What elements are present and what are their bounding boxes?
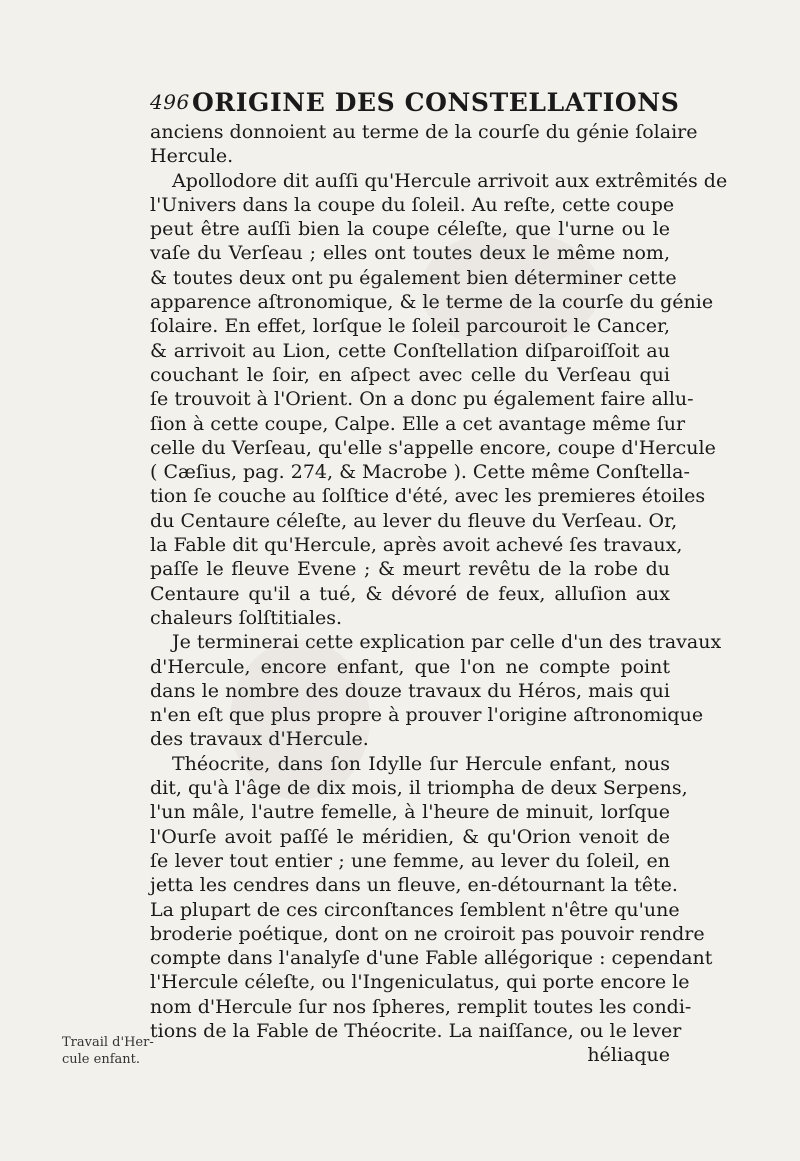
text-line: & arrivoit au Lion, cette Conſtellation diſparoiſſoit au — [150, 339, 670, 362]
text-line: l'Hercule céleſte, ou l'Ingeniculatus, qui porte encore le — [150, 971, 690, 994]
text-line: jetta les cendres dans un fleuve, en-détournant la tête. — [150, 874, 678, 897]
catchword: héliaque — [587, 1044, 670, 1067]
text-line: ſion à cette coupe, Calpe. Elle a cet avantage même ſur — [150, 412, 686, 435]
text-line: La plupart de ces circonſtances ſemblent n'être qu'une — [150, 898, 680, 921]
text-line: broderie poétique, dont on ne croiroit pas pouvoir rendre — [150, 922, 705, 945]
text-line: paſſe le fleuve Evene ; & meurt revêtu de la robe du — [150, 558, 670, 581]
text-line: l'Univers dans la coupe du ſoleil. Au reſte, cette coupe — [150, 193, 675, 216]
text-line: d'Hercule, encore enfant, que l'on ne compte point — [150, 655, 670, 678]
text-line: apparence aſtronomique, & le terme de la courſe du génie — [150, 291, 714, 314]
text-line: couchant le ſoir, en aſpect avec celle du Verſeau qui — [150, 363, 670, 386]
text-line: peut être auſſi bien la coupe céleſte, que l'urne ou le — [150, 218, 670, 241]
text-line: celle du Verſeau, qu'elle s'appelle encore, coupe d'Hercule — [150, 436, 716, 459]
text-line: l'un mâle, l'autre femelle, à l'heure de minuit, lorſque — [150, 801, 670, 824]
text-line: dans le nombre des douze travaux du Héros, mais qui — [150, 679, 670, 702]
text-line: Hercule. — [150, 145, 234, 168]
text-line: ſe trouvoit à l'Orient. On a donc pu également faire allu- — [150, 388, 694, 411]
text-line: dit, qu'à l'âge de dix mois, il triompha de deux Serpens, — [150, 777, 688, 800]
text-line: Centaure qu'il a tué, & dévoré de feux, alluſion aux — [150, 582, 670, 605]
text-line: chaleurs ſolſtitiales. — [150, 606, 343, 629]
text-line: tion ſe couche au ſolſtice d'été, avec les premieres étoiles — [150, 485, 706, 508]
text-line: du Centaure céleſte, au lever du fleuve du Verſeau. Or, — [150, 509, 678, 532]
margin-note — [62, 1034, 154, 1068]
text-line: & toutes deux ont pu également bien déterminer cette — [150, 266, 677, 289]
body-text — [150, 120, 728, 1068]
text-line: nom d'Hercule ſur nos ſpheres, remplit toutes les condi- — [150, 995, 692, 1018]
text-line: anciens donnoient au terme de la courſe du génie ſolaire — [150, 121, 698, 143]
text-line: ſe lever tout entier ; une femme, au lever du ſoleil, en — [150, 849, 670, 872]
text-line: compte dans l'analyſe d'une Fable allégorique : cependant — [150, 947, 713, 970]
text-line: Théocrite, dans ſon Idylle ſur Hercule enfant, nous — [172, 752, 670, 775]
text-line: tions de la Fable de Théocrite. La naiſſance, ou le lever — [150, 1019, 682, 1042]
text-line: Apollodore dit auſſi qu'Hercule arrivoit aux extrêmités de — [172, 169, 728, 192]
margin-note-line: Travail d'Her- — [62, 1035, 154, 1050]
text-line: ( Cæſius, pag. 274, & Macrobe ). Cette même Conſtella- — [150, 461, 690, 484]
text-line: la Fable dit qu'Hercule, après avoit achevé ſes travaux, — [150, 534, 683, 557]
page-number: 496 — [150, 90, 190, 114]
text-line: des travaux d'Hercule. — [150, 728, 369, 751]
margin-note-line: cule enfant. — [62, 1052, 140, 1067]
text-line: l'Ourſe avoit paſſé le méridien, & qu'Orion venoit de — [150, 825, 670, 848]
running-title: ORIGINE DES CONSTELLATIONS — [192, 88, 680, 117]
page-header — [150, 88, 680, 120]
text-line: ſolaire. En effet, lorſque le ſoleil parcouroit le Cancer, — [150, 315, 670, 338]
text-line: n'en eſt que plus propre à prouver l'origine aſtronomique — [150, 704, 704, 727]
text-line: Je terminerai cette explication par celle d'un des travaux — [172, 631, 722, 654]
text-line: vaſe du Verſeau ; elles ont toutes deux le même nom, — [150, 242, 670, 265]
